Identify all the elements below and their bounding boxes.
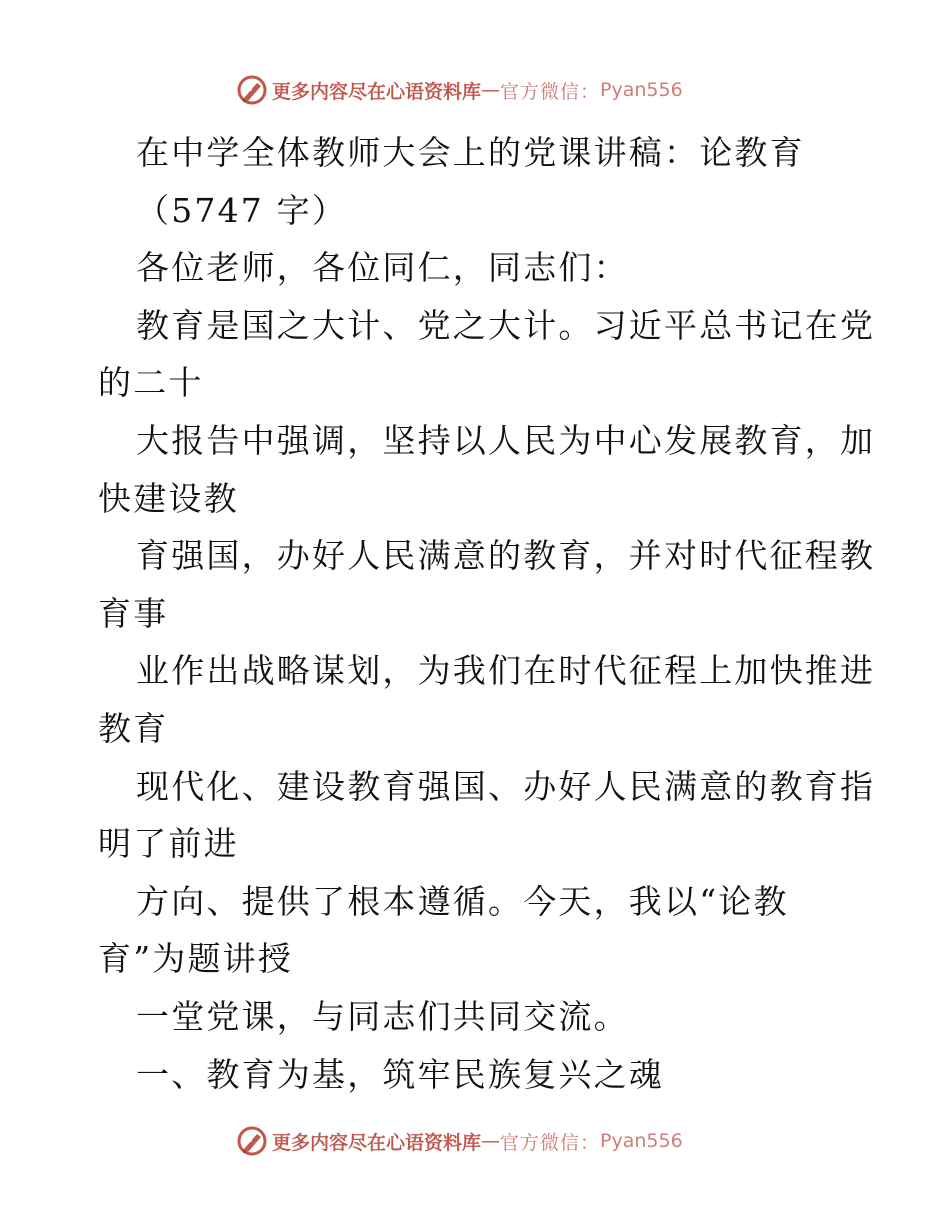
document-line: 业作出战略谋划，为我们在时代征程上加快推进 (136, 651, 876, 691)
document-line: 育事 (98, 593, 169, 633)
document-body (98, 124, 876, 1103)
document-line: 育强国，办好人民满意的教育，并对时代征程教 (136, 536, 876, 576)
pen-circle-logo-icon (236, 74, 268, 106)
document-line: 的二十 (98, 363, 204, 403)
document-line: 明了前进 (98, 824, 239, 864)
pen-circle-logo-icon (236, 1125, 268, 1157)
document-line: 一堂党课，与同志们共同交流。 (136, 996, 629, 1036)
document-line: 各位老师，各位同仁，同志们： (136, 248, 629, 288)
watermark-wechat-id: Pyan556 (600, 79, 683, 101)
document-line: 在中学全体教师大会上的党课讲稿：论教育 (136, 133, 805, 172)
footer-watermark (236, 1124, 683, 1158)
watermark-dash: — (481, 1130, 501, 1152)
document-line: 教育是国之大计、党之大计。习近平总书记在党 (136, 305, 876, 345)
document-line: 快建设教 (98, 478, 239, 518)
document-line: （5747 字） (136, 190, 348, 230)
watermark-main-text: 更多内容尽在心语资料库 (272, 1131, 482, 1154)
document-line: 现代化、建设教育强国、办好人民满意的教育指 (136, 766, 876, 806)
watermark-wechat-id: Pyan556 (600, 1130, 683, 1152)
header-watermark (236, 73, 683, 107)
document-line: 方向、提供了根本遵循。今天，我以“论教 (136, 881, 789, 921)
watermark-sub-text: 官方微信： (500, 1131, 601, 1154)
document-line: 一、教育为基，筑牢民族复兴之魂 (136, 1054, 664, 1094)
watermark-sub-text: 官方微信： (500, 80, 601, 103)
watermark-main-text: 更多内容尽在心语资料库 (272, 80, 482, 103)
watermark-dash: — (481, 79, 501, 101)
document-line: 育”为题讲授 (98, 939, 294, 979)
document-line: 教育 (98, 708, 169, 748)
document-line: 大报告中强调，坚持以人民为中心发展教育，加 (136, 420, 876, 460)
